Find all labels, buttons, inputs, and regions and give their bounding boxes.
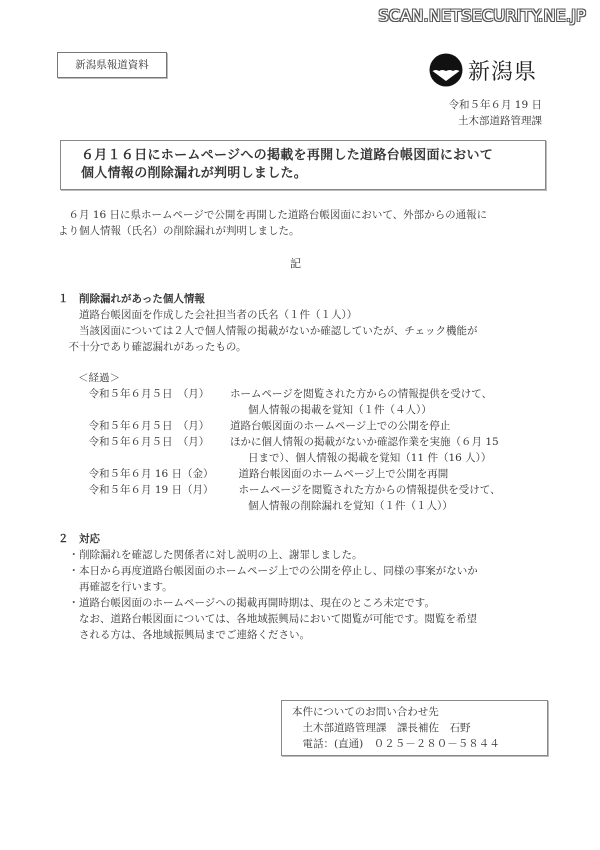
timeline-entry <box>78 386 558 418</box>
timeline <box>78 370 558 514</box>
entry-continuation: 個人情報の掲載を覚知（１件（４人）） <box>248 404 432 416</box>
niigata-emblem-icon <box>428 52 464 88</box>
entry-date: 令和５年６月 16 日（金） <box>78 468 214 480</box>
entry-continuation: 日まで）、個人情報の掲載を覚知（11 件（16 人）） <box>248 452 492 464</box>
entry-date: 令和５年６月 19 日（月） <box>78 484 214 496</box>
intro-line-2: より個人情報（氏名）の削除漏れが判明しました。 <box>58 225 300 237</box>
timeline-heading: ＜経過＞ <box>78 372 120 384</box>
entry-text: ホームページを閲覧された方からの情報提供を受けて、 <box>230 388 493 400</box>
ki-marker: 記 <box>290 257 301 270</box>
issue-info <box>400 97 542 129</box>
entry-text: 道路台帳図面のホームページ上での公開を停止 <box>230 420 451 432</box>
title-line-2: 個人情報の削除漏れが判明しました。 <box>81 166 308 181</box>
contact-department: 土木部道路管理課 課長補佐 石野 <box>292 722 471 734</box>
entry-continuation: 個人情報の削除漏れを覚知（１件（１人）） <box>248 500 453 512</box>
intro-line-1: ６月 16 日に県ホームページで公開を再開した道路台帳図面において、外部からの通報に <box>58 209 488 221</box>
section-2-line: 再確認を行います。 <box>58 581 173 593</box>
timeline-entry <box>78 466 558 482</box>
section-2 <box>58 531 558 643</box>
section-1 <box>58 291 558 355</box>
section-2-line: ・本日から再度道路台帳図面のホームページ上での公開を停止し、同様の事案がないか <box>58 565 478 577</box>
issue-department: 土木部道路管理課 <box>458 115 542 127</box>
issue-date: 令和５年６月 19 日 <box>448 99 542 111</box>
section-1-line-2: 当該図面については２人で個人情報の掲載がないか確認していたが、チェック機能が <box>58 325 478 337</box>
intro-paragraph <box>58 207 548 239</box>
entry-date: 令和５年６月５日 （月） <box>78 436 210 448</box>
timeline-entry <box>78 418 558 434</box>
entry-text: ホームページを閲覧された方からの情報提供を受けて、 <box>228 484 501 496</box>
entry-date: 令和５年６月５日 （月） <box>78 420 210 432</box>
press-release-label: 新潟県報道資料 <box>57 52 167 78</box>
timeline-entry <box>78 482 558 514</box>
section-2-line: ・削除漏れを確認した関係者に対し説明の上、謝罪しました。 <box>58 549 363 561</box>
prefecture-logo <box>428 52 537 88</box>
timeline-entry <box>78 434 558 466</box>
entry-text: 道路台帳図面のホームページ上で公開を再開 <box>228 468 449 480</box>
contact-phone: 電話：(直通) ０２５－２８０－５８４４ <box>292 738 500 750</box>
section-2-line: ・道路台帳図面のホームページへの掲載再開時期は、現在のところ未定です。 <box>58 597 435 609</box>
entry-date: 令和５年６月５日 （月） <box>78 388 210 400</box>
contact-heading: 本件についてのお問い合わせ先 <box>292 706 439 718</box>
title-box <box>60 140 546 190</box>
logo-text: 新潟県 <box>468 59 538 85</box>
section-2-line: なお、道路台帳図面については、各地域振興局において閲覧が可能です。閲覧を希望 <box>58 613 477 625</box>
section-2-heading: ２ 対応 <box>58 533 100 545</box>
section-1-heading: １ 削除漏れがあった個人情報 <box>58 293 205 305</box>
title-line-1: ６月１６日にホームページへの掲載を再開した道路台帳図面において <box>81 148 494 163</box>
entry-text: ほかに個人情報の掲載がないか確認作業を実施（６月 15 <box>230 436 499 448</box>
watermark: SCAN.NETSECURITY.NE.JP <box>378 6 586 25</box>
section-1-line-3: 不十分であり確認漏れがあったもの。 <box>58 341 247 353</box>
contact-box <box>281 700 548 756</box>
section-2-line: される方は、各地域振興局までご連絡ください。 <box>58 629 310 641</box>
section-1-line-1: 道路台帳図面を作成した会社担当者の氏名（１件（１人）） <box>58 309 358 321</box>
